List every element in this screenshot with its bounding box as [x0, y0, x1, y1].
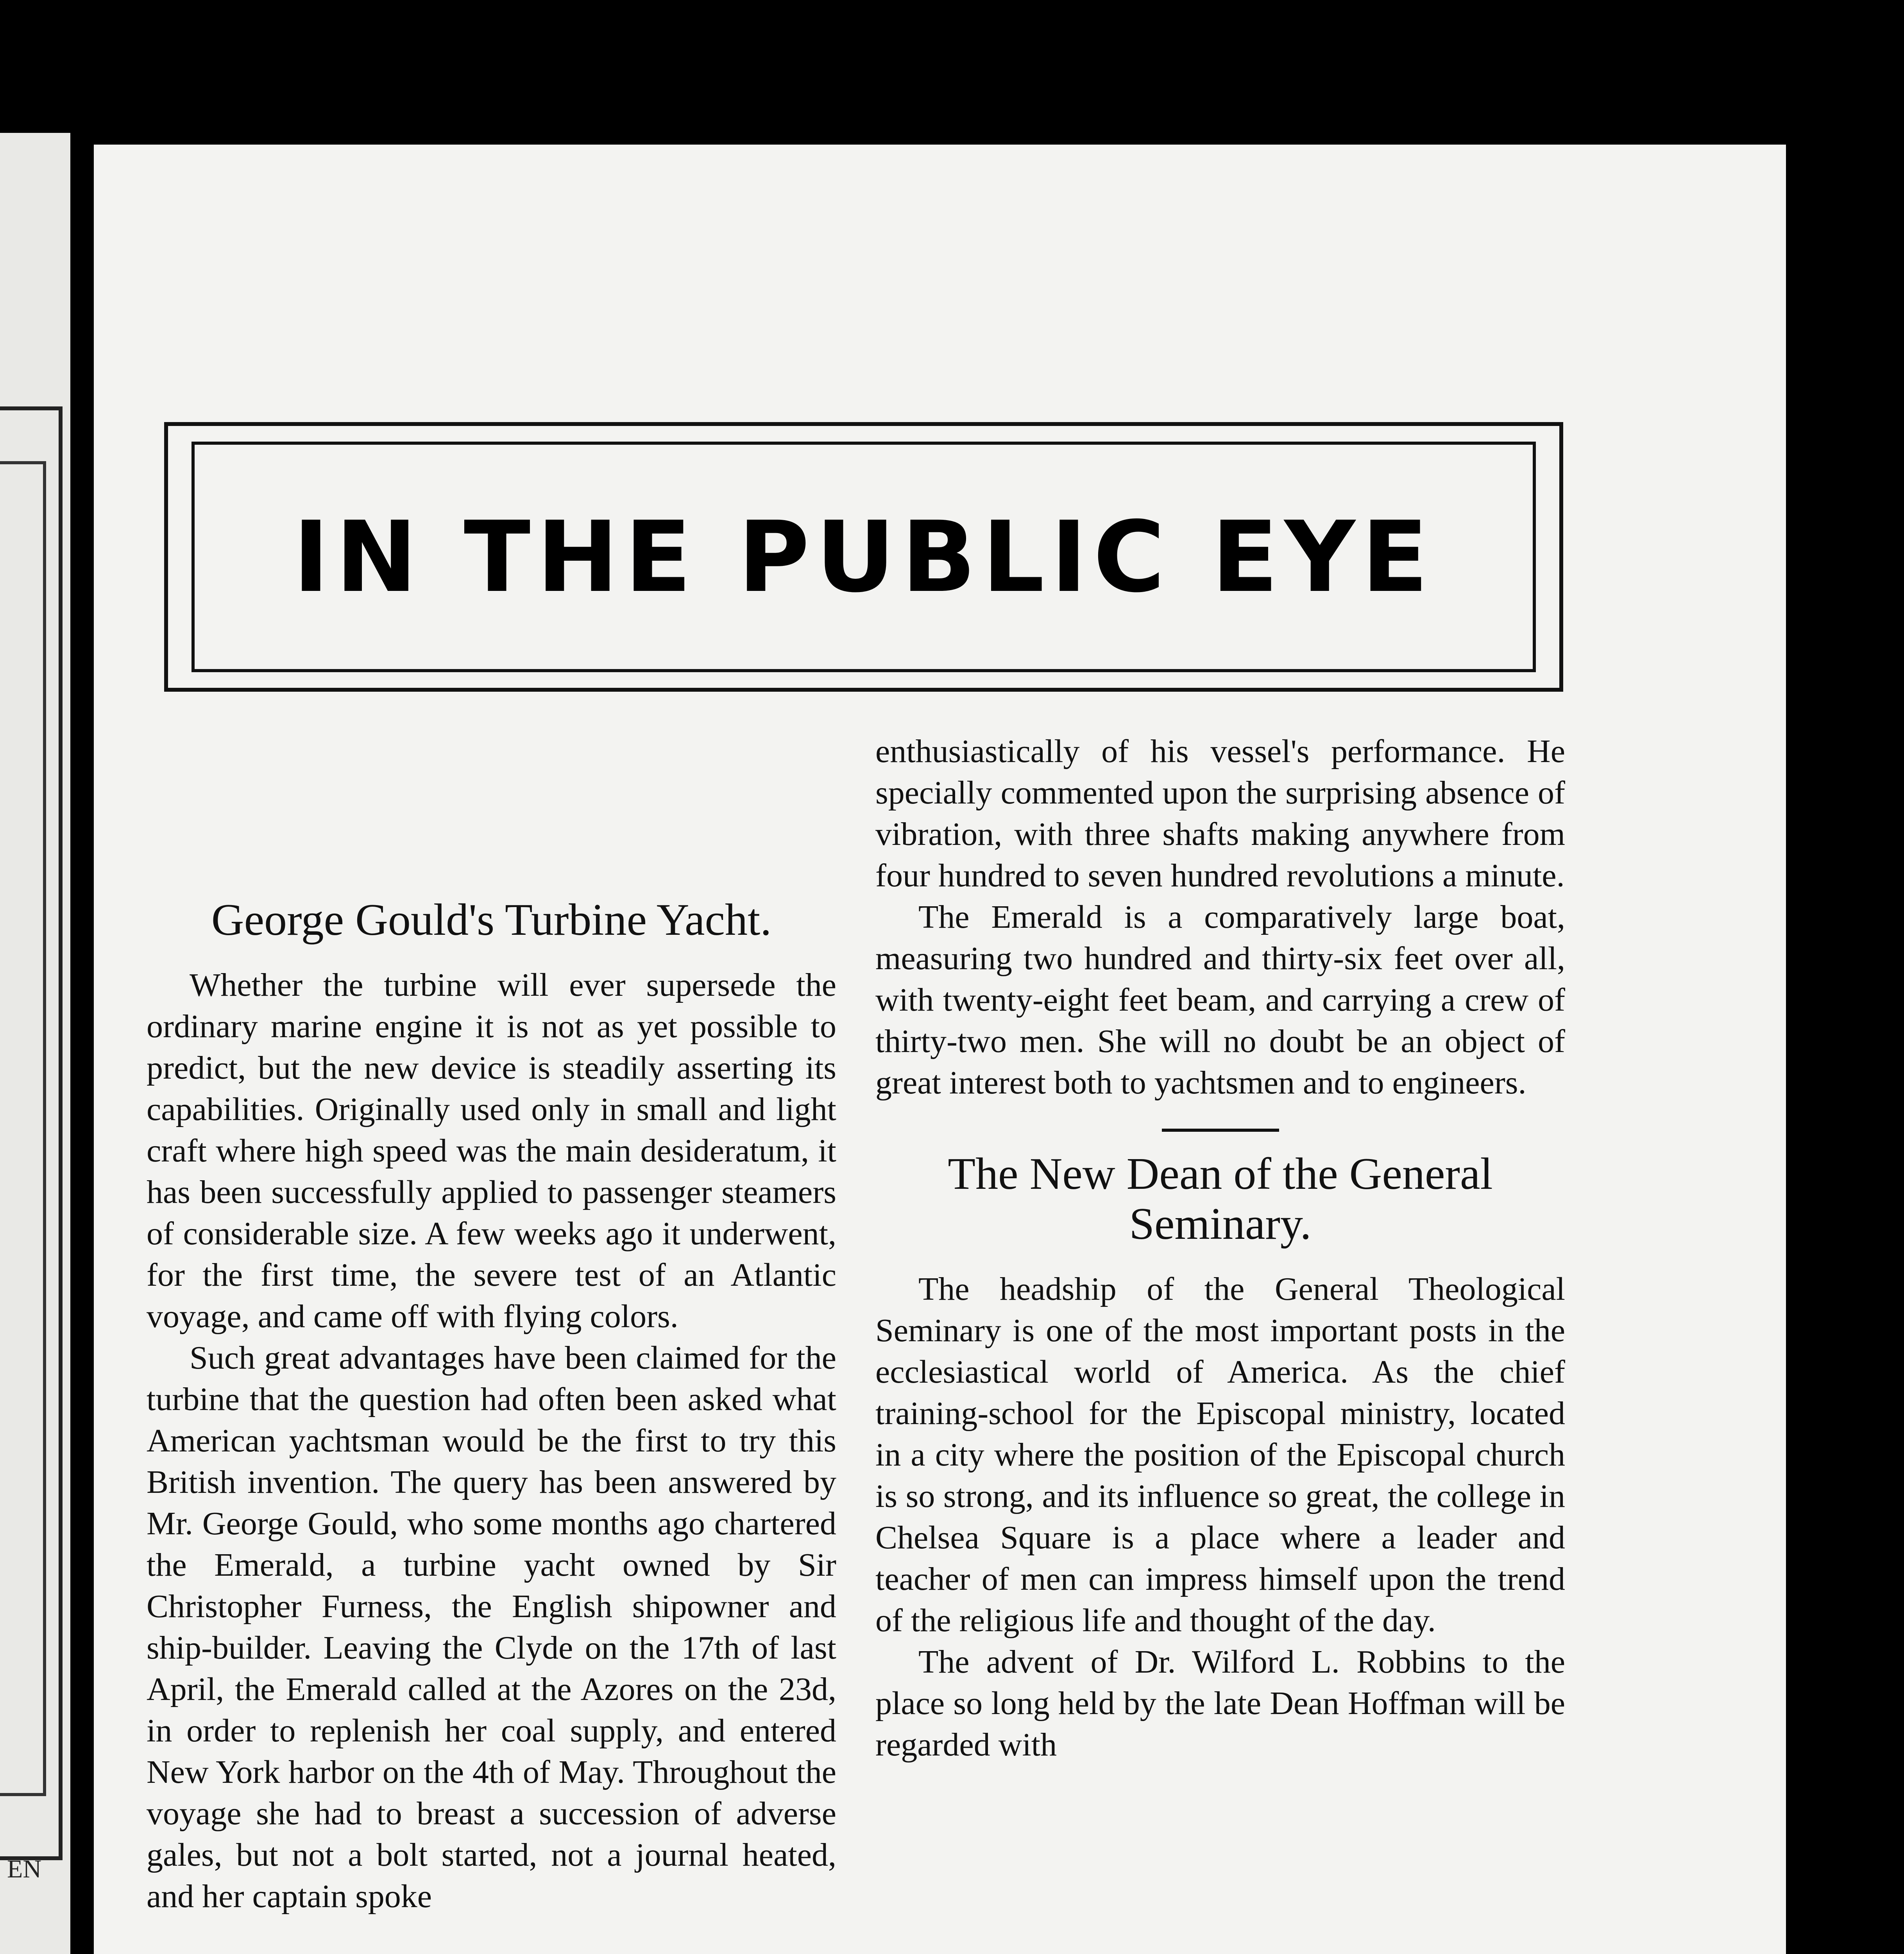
article-paragraph-continued: enthusiastically of his vessel's performance. He specially commented upon the surprising absence of vibration, with three shafts making anywhere from four hundred to seven hundred revolutions a minute.: [875, 733, 1565, 894]
article-paragraph: Whether the turbine will ever supersede the ordinary marine engine it is not as yet possible to predict, but the new device is steadily asserting its capabilities. Originally used only in small and light craft where high speed was the main desideratum, it has been successfully applied to passenger steamers of considerable size. A few weeks ago it underwent, for the first time, the severe test of an Atlantic voyage, and came off with flying colors.: [147, 967, 836, 1335]
previous-page-fragment: EN: [7, 1855, 41, 1883]
article-paragraph: Such great advantages have been claimed for the turbine that the question had often been asked what American yachtsman would be the first to try this British invention. The query has been answered by Mr. George Gould, who some months ago chartered the Emerald, a turbine yacht owned by Sir Christopher Furness, the English shipowner and ship-builder. Leaving the Clyde on the 17th of last April, the Emerald called at the Azores on the 23d, in order to replenish her coal supply, and entered New York harbor on the 4th of May. Throughout the voyage she had to breast a succession of adverse gales, but not a bolt started, not a journal heated, and her captain spoke: [147, 1340, 836, 1915]
magazine-page: [94, 145, 1786, 1954]
article-heading-dean: The New Dean of the General Seminary.: [948, 1149, 1493, 1249]
previous-page-edge: [0, 133, 70, 1954]
article-paragraph: The advent of Dr. Wilford L. Robbins to the place so long held by the late Dean Hoffman will be regarded with: [875, 1644, 1565, 1763]
article-paragraph: The Emerald is a comparatively large boat, measuring two hundred and thirty-six feet over all, with twenty-eight feet beam, and carrying a crew of thirty-two men. She will no doubt be an object of great interest both to yachtsmen and to engineers.: [875, 899, 1565, 1101]
page-title: IN THE PUBLIC EYE: [293, 500, 1435, 614]
title-inner-frame: [191, 442, 1536, 672]
article-paragraph: The headship of the General Theological Seminary is one of the most important posts in the ecclesiastical world of America. As the chief training-school for the Episcopal ministry, located in a city where the position of the Episcopal church is so strong, and its influence so great, the college in Chelsea Square is a place where a leader and teacher of men can impress himself upon the trend of the religious life and thought of the day.: [875, 1271, 1565, 1639]
right-column: [875, 731, 1565, 1766]
article-heading-yacht: George Gould's Turbine Yacht.: [211, 895, 772, 945]
previous-page-inner-frame: [0, 461, 46, 1796]
title-frame: [164, 422, 1563, 692]
section-divider: [1162, 1129, 1279, 1132]
left-column: [147, 731, 836, 1917]
